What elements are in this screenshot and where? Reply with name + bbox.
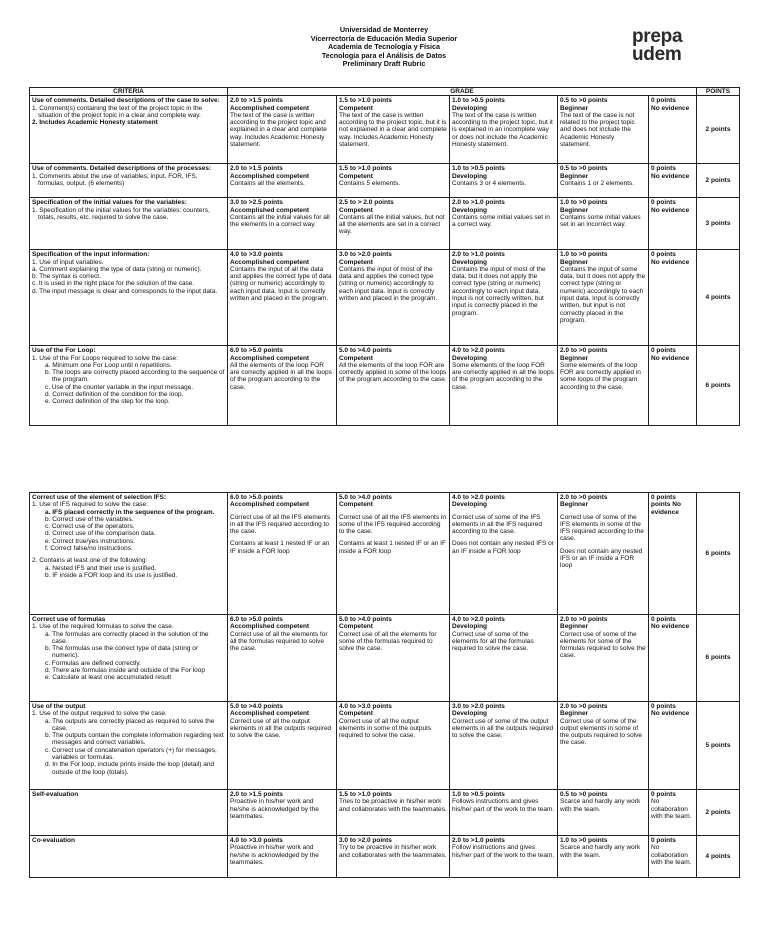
prepa-udem-logo [632, 28, 682, 64]
criteria-item: b. The syntax is correct. [32, 273, 101, 281]
level-range: 2.0 to >1.0 points [452, 199, 505, 207]
level-name: No evidence [651, 172, 690, 180]
level-range: 2.0 to >0 points [560, 616, 608, 623]
grade-level-cell [228, 790, 337, 836]
level-range: 2.0 to >0 points [560, 347, 608, 355]
criteria-item: 1. Use of the required formulas to solve the case. [32, 623, 174, 631]
criteria-item: a. IFS placed correctly in the sequence of the program. [45, 508, 215, 516]
grade-level-cell [337, 250, 450, 346]
grade-level-cell [450, 250, 558, 346]
criteria-cell [30, 346, 228, 426]
criteria-cell [30, 250, 228, 346]
level-name: Competent [339, 206, 373, 214]
grade-level-cell [450, 702, 558, 790]
level-range: 0.5 to >0 points [560, 791, 608, 798]
level-name: Developing [452, 206, 488, 214]
points-cell: 2 points [697, 790, 740, 836]
level-description: Follow instructions and gives his/her part of the work to the team. [452, 844, 555, 859]
level-description: Correct use of some of the IFS elements in some of the IFS required according to the case. [560, 513, 644, 543]
grade-level-cell [450, 836, 558, 878]
level-name: Developing [452, 104, 488, 112]
level-name: No evidence [651, 206, 690, 214]
level-range: 1.0 to >0 points [560, 837, 608, 844]
criteria-cell [30, 702, 228, 790]
criteria-item: 1. Comment(s) containing the text of the project topic in the situation of the project topic in a clear and complete way. [32, 104, 203, 119]
level-description: Correct use of all the IFS elements in some of the IFS required according to the case. [339, 513, 446, 536]
grade-level-cell [337, 615, 450, 702]
grade-level-cell [228, 615, 337, 702]
level-name: Beginner [560, 354, 589, 362]
level-description: The text of the case is written according to the project topic and explained in a clear and complete way. Includes Academic Honesty statement. [230, 111, 327, 149]
grade-level-cell [558, 615, 649, 702]
level-range: 2.0 to >0 points [560, 494, 608, 501]
grade-level-cell [649, 790, 697, 836]
criteria-item: e. Calculate at least one accumulated result [45, 674, 172, 682]
level-description: Contains all the initial values, but not all the elements are set in a correct way. [339, 213, 445, 236]
rubric-row [30, 250, 740, 346]
criteria-cell [30, 615, 228, 702]
criteria-title: Correct use of the element of selection IFS: [32, 494, 166, 501]
criteria-item: 1. Use of IFS required to solve the case. [32, 501, 148, 509]
table-header-row [30, 88, 740, 96]
level-name: Competent [339, 710, 373, 718]
level-range: 6.0 to >5.0 points [230, 347, 283, 355]
points-cell: 3 points [697, 198, 740, 250]
points-cell: 6 points [697, 346, 740, 426]
level-name: Beginner [560, 501, 589, 509]
criteria-item: b. The loops are correctly placed according to the sequence of the program. [45, 369, 225, 384]
level-range: 0 points [651, 97, 676, 105]
grade-level-cell [558, 790, 649, 836]
level-name: No evidence [651, 258, 690, 266]
level-name: Beginner [560, 104, 589, 112]
grade-level-cell [337, 164, 450, 198]
level-description: Follows instructions and gives his/her part of the work to the team. [452, 798, 555, 813]
level-description: Contains 5 elements. [339, 179, 401, 187]
criteria-item: d. Correct use of the comparison data. [45, 530, 156, 538]
level-description: Contains 3 or 4 elements. [452, 179, 527, 187]
level-range: 1.0 to >0.5 points [452, 165, 505, 173]
level-range: 1.5 to >1.0 points [339, 791, 392, 798]
rubric-row [30, 346, 740, 426]
grade-level-cell [450, 96, 558, 164]
level-range: 1.0 to >0.5 points [452, 791, 505, 798]
level-description: Proactive in his/her work and he/she is acknowledged by the teammates. [230, 844, 319, 866]
level-range: 1.0 to >0 points [560, 251, 608, 259]
criteria-title: Use of comments. Detailed descriptions of the case to solve: [32, 97, 220, 105]
criteria-item: c. Correct use of the operators. [45, 523, 135, 531]
level-description: Correct use of all the output elements in some of the outputs required to solve the case. [339, 717, 432, 740]
points-cell: 5 points [697, 702, 740, 790]
criteria-item: d. There are formulas inside and outside of the For loop [45, 667, 205, 675]
rubric-row [30, 615, 740, 702]
level-name: No evidence [651, 354, 690, 362]
level-range: 2.0 to >1.0 points [452, 251, 505, 259]
level-name: Developing [452, 710, 488, 718]
grade-level-cell [337, 836, 450, 878]
points-cell: 6 points [697, 493, 740, 615]
level-extra: Contains at least 1 nested IF or an IF inside a FOR loop [230, 540, 330, 555]
grade-level-cell [649, 164, 697, 198]
criteria-title: Self-evaluation [32, 791, 79, 798]
level-range: 5.0 to >4.0 points [339, 347, 392, 355]
criteria-item: c. Correct use of concatenation operators (+) for messages, variables or formulas. [45, 746, 217, 762]
criteria-cell [30, 96, 228, 164]
level-name: Developing [452, 501, 488, 509]
level-name: Accomplished competent [230, 104, 310, 112]
level-range: 1.5 to >1.0 points [339, 165, 392, 173]
rubric-table-1 [29, 87, 740, 426]
grade-level-cell [450, 198, 558, 250]
level-name: Competent [339, 354, 373, 362]
criteria-item: e. Correct true/yes instructions. [45, 537, 135, 545]
level-name: Accomplished competent [230, 354, 310, 362]
criteria-cell [30, 164, 228, 198]
level-description: Correct use of some of the output elements in some of the outputs required to solve the case. [560, 717, 643, 747]
level-name: points No evidence [651, 501, 681, 516]
header-vice-rectory: Vicerrectoría de Educación Media Superior [310, 33, 458, 43]
grade-level-cell [337, 96, 450, 164]
level-name: Developing [452, 354, 488, 362]
criteria-cell [30, 198, 228, 250]
level-name: Accomplished competent [230, 710, 310, 718]
grade-level-cell [228, 836, 337, 878]
points-cell: 4 points [697, 250, 740, 346]
level-range: 2.0 to >0 points [560, 703, 608, 710]
level-name: Developing [452, 172, 488, 180]
grade-level-cell [228, 96, 337, 164]
criteria-title: Co-evaluation [32, 837, 75, 844]
level-range: 0 points [651, 251, 676, 259]
criteria-item: c. Formulas are defined correctly. [45, 659, 141, 667]
level-range: 0 points [651, 165, 676, 173]
level-description: Proactive in his/her work and he/she is acknowledged by the teammates. [230, 798, 319, 820]
grade-level-cell [649, 493, 697, 615]
level-name: Accomplished competent [230, 172, 310, 180]
grade-level-cell [649, 702, 697, 790]
spacer [651, 516, 694, 521]
level-description: Some elements of the loop FOR are correctly applied in all the loops of the program according to the case. [452, 361, 554, 391]
level-extra: Does not contain any nested IFS or an IF inside a FOR loop [452, 540, 554, 555]
criteria-item: a. The formulas are correctly placed in the solution of the case. [45, 630, 209, 645]
level-name: Accomplished competent [230, 206, 310, 214]
rubric-row [30, 836, 740, 878]
level-range: 0 points [651, 837, 676, 844]
criteria-item: 2. Contains at least one of the following: [32, 557, 148, 565]
level-name: Developing [452, 623, 488, 631]
grade-level-cell [558, 836, 649, 878]
grade-level-cell [228, 164, 337, 198]
criteria-item: 2. Includes Academic Honesty statement [32, 119, 158, 127]
criteria-title: Correct use of formulas [32, 616, 106, 623]
level-range: 0 points [651, 791, 676, 798]
level-name: Beginner [560, 258, 589, 266]
level-description: Contains all the initial values for all the elements in a correct way. [230, 213, 330, 229]
criteria-title: Specification of the input information: [32, 251, 150, 259]
grade-header: GRADE [228, 88, 697, 96]
criteria-cell [30, 790, 228, 836]
criteria-item: e. Correct definition of the step for the loop. [45, 398, 170, 406]
level-range: 5.0 to >4.0 points [339, 494, 392, 501]
points-cell: 4 points [697, 836, 740, 878]
grade-level-cell [228, 198, 337, 250]
level-range: 2.0 to >1.5 points [230, 97, 283, 105]
level-description: No collaboration with the team. [651, 844, 692, 866]
grade-level-cell [337, 198, 450, 250]
grade-level-cell [450, 493, 558, 615]
level-range: 2.0 to >1.5 points [230, 165, 283, 173]
criteria-cell [30, 493, 228, 615]
rubric-row [30, 164, 740, 198]
level-range: 4.0 to >3.0 points [230, 837, 283, 844]
rubric-row [30, 198, 740, 250]
level-description: Correct use of all the IFS elements in all the IFS required according to the case. [230, 513, 331, 536]
level-description: Contains 1 or 2 elements. [560, 179, 635, 187]
points-cell: 6 points [697, 615, 740, 702]
level-range: 4.0 to >2.0 points [452, 616, 505, 623]
grade-level-cell [558, 96, 649, 164]
grade-level-cell [649, 346, 697, 426]
level-range: 4.0 to >2.0 points [452, 494, 505, 501]
level-range: 4.0 to >2.0 points [452, 347, 505, 355]
level-description: Contains some initial values set in an incorrect way. [560, 213, 641, 229]
rubric-row [30, 96, 740, 164]
level-range: 3.0 to >2.0 points [339, 251, 392, 259]
criteria-item: a. Comment explaining the type of data (string or numeric). [32, 265, 202, 273]
level-name: No evidence [651, 104, 690, 112]
level-range: 3.0 to >2.5 points [230, 199, 283, 207]
grade-level-cell [558, 250, 649, 346]
criteria-item: a. Nested IFS and their use is justified. [45, 564, 157, 572]
level-description: Correct use of all the output elements in all the outputs required to solve the case. [230, 717, 332, 740]
criteria-item: c. Use of the counter variable in the input message. [45, 383, 194, 391]
grade-level-cell [649, 250, 697, 346]
level-name: Beginner [560, 710, 589, 718]
level-range: 5.0 to >4.0 points [339, 616, 392, 623]
level-description: Try to be proactive in his/her work and collaborates with the teammates. [339, 844, 447, 859]
level-description: Contains the input of most of the data and applies the correct type (string or numeric) accordingly to each input data. Input is correctly written and placed in the program. [339, 265, 438, 303]
criteria-item: 1. Use of the For Loops required to solve the case: [32, 354, 178, 362]
level-description: All the elements of the loop FOR are correctly applied in some of the loops of the program according to the case. [339, 361, 447, 384]
grade-level-cell [558, 346, 649, 426]
grade-level-cell [228, 250, 337, 346]
level-description: Contains the input of some data, but it does not apply the correct type (string or numeric) accordingly to each input data. Input is correctly written, but input is not correctly placed in the program. [560, 265, 646, 324]
logo-line-1: prepa [632, 26, 683, 47]
criteria-item: b. The outputs contain the complete information regarding text messages and correct variables. [45, 732, 224, 747]
level-range: 3.0 to >2.0 points [452, 703, 505, 710]
level-name: Accomplished competent [230, 258, 310, 266]
criteria-item: d. Correct definition of the condition for the loop. [45, 391, 184, 399]
grade-level-cell [337, 702, 450, 790]
level-description: Correct use of some of the IFS elements in all the IFS required according to the case. [452, 513, 542, 536]
level-range: 0 points [651, 199, 676, 207]
level-range: 1.5 to >1.0 points [339, 97, 392, 105]
level-description: Correct use of all the elements for all the formulas required to solve the case. [230, 630, 328, 653]
level-range: 0 points [651, 616, 676, 623]
criteria-title: Use of the output [32, 703, 86, 710]
grade-level-cell [228, 702, 337, 790]
level-description: Correct use of some of the elements for all the formulas required to solve the case. [452, 630, 534, 653]
level-description: Some elements of the loop FOR are correctly applied in some loops of the program according to the case. [560, 361, 641, 391]
level-name: Accomplished competent [230, 623, 310, 631]
grade-level-cell [228, 493, 337, 615]
points-header: POINTS [697, 88, 740, 96]
level-name: Beginner [560, 623, 589, 631]
level-name: No evidence [651, 623, 690, 631]
level-range: 2.5 to > 2.0 points [339, 199, 394, 207]
level-description: Contains the input of most of the data, but it does not apply the correct type (string or numeric) accordingly to each input data. Input is not correctly written, but input is correctly placed in the program. [452, 265, 546, 317]
grade-level-cell [649, 198, 697, 250]
level-extra: Does not contain any nested IFS or an IF inside a FOR loop [560, 547, 643, 570]
level-description: Scarce and hardly any work with the team. [560, 798, 641, 813]
criteria-header: CRITERIA [30, 88, 228, 96]
criteria-item: f. Correct false/no instructions. [45, 545, 133, 553]
grade-level-cell [649, 836, 697, 878]
grade-level-cell [558, 702, 649, 790]
level-name: Beginner [560, 172, 589, 180]
criteria-item: b. The formulas use the correct type of data (string or numeric). [45, 645, 199, 660]
grade-level-cell [649, 615, 697, 702]
level-description: The text of the case is written according to the project topic, but it is not explained in a clear and complete way. Includes Academic Honesty statement. [339, 111, 447, 149]
rubric-row [30, 702, 740, 790]
rubric-row [30, 790, 740, 836]
criteria-item: a. Minimum one For Loop until n repetitions. [45, 361, 172, 369]
level-name: No evidence [651, 710, 690, 718]
level-range: 1.0 to >0 points [560, 199, 608, 207]
level-name: Beginner [560, 206, 589, 214]
level-description: No collaboration with the team. [651, 798, 692, 820]
level-description: Contains the input of all the data and applies the correct type of data (string or numeric) accordingly to each input data. Input is correctly written and placed in the program. [230, 265, 332, 303]
level-name: Developing [452, 258, 488, 266]
level-range: 3.0 to >2.0 points [339, 837, 392, 844]
level-range: 0 points [651, 494, 676, 501]
level-description: Contains some initial values set in a correct way. [452, 213, 550, 229]
level-range: 5.0 to >4.0 points [230, 703, 283, 710]
criteria-title: Use of the For Loop: [32, 347, 96, 355]
criteria-item: d. The input message is clear and corresponds to the input data. [32, 287, 218, 295]
level-range: 4.0 to >3.0 points [339, 703, 392, 710]
grade-level-cell [558, 198, 649, 250]
grade-level-cell [228, 346, 337, 426]
level-name: Accomplished competent [230, 501, 310, 509]
criteria-item: 1. Specification of the initial values for the variables: counters, totals, results, etc. required to solve the case. [32, 206, 210, 221]
header-academy: Academia de Tecnología y Física [327, 42, 441, 52]
criteria-item: b. Correct use of the variables. [45, 515, 134, 523]
level-name: Competent [339, 623, 373, 631]
grade-level-cell [337, 493, 450, 615]
level-range: 6.0 to >5.0 points [230, 494, 283, 501]
grade-level-cell [450, 615, 558, 702]
level-range: 2.0 to >1.5 points [230, 791, 283, 798]
level-range: 0 points [651, 347, 676, 355]
grade-level-cell [649, 96, 697, 164]
level-range: 0.5 to >0 points [560, 165, 608, 173]
points-cell: 2 points [697, 96, 740, 164]
criteria-item: c. It is used in the right place for the solution of the case. [32, 280, 195, 288]
level-description: Correct use of some of the elements for some of the formulas required to solve the case. [560, 630, 646, 660]
grade-level-cell [337, 790, 450, 836]
level-range: 6.0 to >5.0 points [230, 616, 283, 623]
criteria-item: 1. Use of the output required to solve the case. [32, 710, 167, 718]
level-description: The text of the case is written according to the project topic, but it is explained in an incomplete way or does not include the Academic Honesty statement. [452, 111, 553, 149]
grade-level-cell [558, 164, 649, 198]
criteria-item: 1. Comments about the use of variables, input, FOR, IFS, formulas, output. (6 elements) [32, 172, 198, 187]
criteria-item: d. In the For loop, include prints inside the loop (detail) and outside of the loop (totals). [45, 761, 215, 776]
level-description: Contains all the elements. [230, 179, 305, 187]
criteria-title: Specification of the initial values for the variables: [32, 199, 187, 207]
points-cell: 2 points [697, 164, 740, 198]
level-name: Competent [339, 172, 373, 180]
criteria-cell [30, 836, 228, 878]
level-name: Competent [339, 501, 373, 509]
rubric-row [30, 493, 740, 615]
criteria-item: a. The outputs are correctly placed as required to solve the case. [45, 717, 215, 732]
level-range: 2.0 to >1.0 points [452, 837, 505, 844]
grade-level-cell [558, 493, 649, 615]
criteria-item: 1. Use of input variables. [32, 258, 104, 266]
header-university: Universidad de Monterrey [339, 25, 429, 34]
level-description: The text of the case is not related to the project topic and does not include the Academic Honesty statement. [560, 111, 635, 149]
grade-level-cell [450, 346, 558, 426]
grade-level-cell [450, 790, 558, 836]
header-course: Tecnología para el Análisis de Datos [321, 50, 447, 60]
level-name: Competent [339, 258, 373, 266]
level-range: 0.5 to >0 points [560, 97, 608, 105]
logo-line-2: udem [632, 44, 682, 65]
grade-level-cell [337, 346, 450, 426]
criteria-title: Use of comments. Detailed descriptions of the processes: [32, 165, 212, 173]
criteria-item: b. IF inside a FOR loop and its use is justified. [45, 571, 178, 579]
level-description: All the elements of the loop FOR are correctly applied in all the loops of the program according to the case. [230, 361, 332, 391]
level-range: 4.0 to >3.0 points [230, 251, 283, 259]
level-range: 0 points [651, 703, 676, 710]
level-range: 1.0 to >0.5 points [452, 97, 505, 105]
header-rubric-title: Preliminary Draft Rubric [342, 59, 426, 69]
level-extra: Contains at least 1 nested IF or an IF inside a FOR loop [339, 540, 446, 555]
level-description: Scarce and hardly any work with the team. [560, 844, 641, 859]
rubric-table-2 [29, 492, 740, 878]
level-description: Correct use of all the elements for some of the formulas required to solve the case. [339, 630, 437, 653]
level-description: Tries to be proactive in his/her work and collaborates with the teammates. [339, 798, 447, 813]
grade-level-cell [450, 164, 558, 198]
level-description: Correct use of some of the output elements in all the outputs required to solve the case. [452, 717, 554, 740]
level-name: Competent [339, 104, 373, 112]
